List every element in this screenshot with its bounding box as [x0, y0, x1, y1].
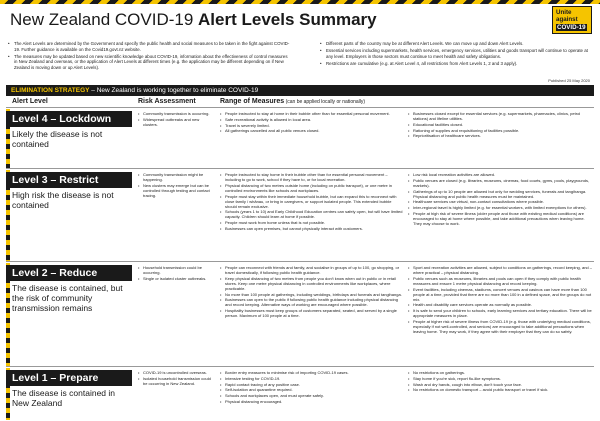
logo-line: COVID-19 — [557, 24, 586, 31]
measure-item: • Educational facilities closed. — [408, 122, 592, 127]
risk-item: • Isolated household transmission could be occurring in New Zealand. — [138, 376, 214, 386]
measure-item: • Schools (years 1 to 10) and Early Childhood Education centres can safely open, but will have limited capacity. Children should learn at home if possible. — [220, 209, 404, 219]
risk-item: • Community transmission might be happening. — [138, 172, 214, 182]
range-note: (can be applied locally or nationally) — [284, 99, 366, 105]
measure-item: • Public venues are closed (e.g. libraries, museums, cinemas, food courts, gyms, pools, playgrounds, markets). — [408, 178, 592, 188]
level-title: Level 1 – Prepare — [6, 370, 132, 386]
measures-list-b — [408, 370, 592, 393]
measure-item: • People instructed to stay home in their bubble other than for essential personal movement – including to go to work, school if they have to, or for local recreation. — [220, 172, 404, 182]
measure-item: • Health and disability care services operate as normally as possible. — [408, 302, 592, 307]
measure-item: • People at higher risk of severe illness from COVID-19 (e.g. those with underlying medical conditions, especially if not well-controlled, and seniors) are encouraged to take additional precautions when leaving home. They may work, if they agree with their employer that they can do so safely. — [408, 319, 592, 334]
intro-item: • Restrictions are cumulative (e.g. at Alert Level 4, all restrictions from Alert Levels 1, 2 and 3 apply). — [320, 61, 592, 67]
column-headers — [6, 96, 594, 108]
measure-item: • Sport and recreation activities are allowed, subject to conditions on gatherings, record keeping, and – where practical – physical distancing. — [408, 265, 592, 275]
measure-item: • Travel is severely limited. — [220, 123, 404, 128]
range-label: Range of Measures — [220, 98, 285, 105]
measure-item: • Public venues such as museums, libraries and pools can open if they comply with public health measures and ensure 1 metre physical distancing and record keeping. — [408, 276, 592, 286]
measures-list-b — [408, 265, 592, 335]
measure-item: • Hospitality businesses must keep groups of customers separated, seated, and served by a single person. Maximum of 100 people at a time. — [220, 308, 404, 318]
level-3-row — [6, 170, 594, 262]
measures-list-a — [220, 111, 404, 134]
level-title: Level 2 – Reduce — [6, 265, 132, 281]
header — [0, 0, 600, 38]
page-title-bold: Alert Levels Summary — [198, 10, 377, 29]
logo-line: Unite — [556, 9, 572, 16]
measure-item: • No restrictions on domestic transport – avoid public transport or travel if sick. — [408, 387, 592, 392]
published-date: Published 25 May 2020 — [548, 78, 590, 83]
measure-item: • Reprioritisation of healthcare services. — [408, 133, 592, 138]
measure-item: • Businesses can open to the public if following public health guidance including physical distancing and record keeping. Alternative ways of working are encouraged where possible. — [220, 297, 404, 307]
measures-list-a — [220, 370, 404, 405]
risk-item: • Community transmission is occurring. — [138, 111, 214, 116]
measure-item: • It is safe to send your children to schools, early learning services and tertiary education. There will be appropriate measures in place. — [408, 308, 592, 318]
measure-item: • People at high risk of severe illness (older people and those with existing medical conditions) are encouraged to stay at home where possible, and take additional precautions when leaving home. They may choose to work. — [408, 211, 592, 226]
elimination-strategy-band — [6, 85, 594, 96]
column-header-risk: Risk Assessment — [138, 98, 196, 105]
measure-item: • Intensive testing for COVID-19. — [220, 376, 404, 381]
measure-item: • Rationing of supplies and requisitioning of facilities possible. — [408, 128, 592, 133]
measure-item: • Wash and dry hands, cough into elbow, don't touch your face. — [408, 382, 592, 387]
unite-against-covid-logo — [552, 6, 592, 34]
risk-item: • Widespread outbreaks and new clusters. — [138, 117, 214, 127]
measure-item: • Physical distancing encouraged. — [220, 399, 404, 404]
band-label: ELIMINATION STRATEGY — [11, 87, 90, 94]
level-1-row — [6, 368, 594, 420]
measure-item: • People must stay within their immediate household bubble, but can expand this to reconnect with close family / whānau, or bring in caregivers, or support isolated people. This extended bubble should remain exclusive. — [220, 194, 404, 209]
measures-list-b — [408, 111, 592, 139]
intro-left-list — [8, 41, 290, 72]
measures-list-a — [220, 265, 404, 319]
measure-item: • Border entry measures to minimise risk of importing COVID-19 cases. — [220, 370, 404, 375]
measure-item: • No more than 100 people at gatherings, including weddings, birthdays and funerals and tangihanga. — [220, 292, 404, 297]
risk-item: • Single or isolated cluster outbreaks. — [138, 276, 214, 281]
column-header-range — [220, 96, 365, 108]
measure-item: • Businesses closed except for essential services (e.g. supermarkets, pharmacies, clinics, petrol stations) and lifeline utilities. — [408, 111, 592, 121]
measures-list-a — [220, 172, 404, 232]
risk-list — [138, 172, 214, 199]
intro-right-list — [320, 41, 592, 68]
page-title — [10, 10, 377, 30]
measures-list-b — [408, 172, 592, 227]
measure-item: • Keep physical distancing of two metres from people you don't know when out in public or in retail stores. Keep one metre physical distancing in controlled environments like workplaces, where practicable. — [220, 276, 404, 291]
logo-line: against — [556, 16, 578, 23]
risk-list — [138, 370, 214, 387]
measure-item: • Schools and workplaces open, and must operate safely. — [220, 393, 404, 398]
measure-item: • No restrictions on gatherings. — [408, 370, 592, 375]
risk-list — [138, 265, 214, 282]
column-header-alert-level: Alert Level — [12, 98, 48, 105]
level-4-row — [6, 109, 594, 169]
measure-item: • People can reconnect with friends and family, and socialise in groups of up to 100, go shopping, or travel domestically, if following public health guidance. — [220, 265, 404, 275]
intro-item: • The measures may be updated based on new scientific knowledge about COVID-19, information about the effectiveness of control measures in New Zealand and overseas, or the application of Alert Levels at different times (e.g. the application may be different depending on if New Zealand is moving down or up Alert Levels). — [8, 54, 290, 71]
measure-item: • Physical distancing of two metres outside home (including on public transport), or one metre in controlled environments like schools and workplaces. — [220, 183, 404, 193]
measure-item: • Event facilities, including cinemas, stadiums, concert venues and casinos can have more than 100 people at a time, provided that there are no more than 100 in a defined space, and the groups do not mix. — [408, 287, 592, 302]
intro-item: • Essential services including supermarkets, health services, emergency services, utilities and goods transport will continue to operate at any level. Employers in those sectors must continue to meet health and safety obligations. — [320, 48, 592, 59]
risk-item: • COVID-19 is uncontrolled overseas. — [138, 370, 214, 375]
measure-item: • Safe recreational activity is allowed in local area. — [220, 117, 404, 122]
measure-item: • All gatherings cancelled and all public venues closed. — [220, 128, 404, 133]
level-2-row — [6, 263, 594, 367]
header-stripe — [0, 0, 600, 4]
band-rest: – New Zealand is working together to eliminate COVID-19 — [89, 87, 259, 94]
intro-item: • Different parts of the country may be at different Alert Levels. We can move up and down Alert Levels. — [320, 41, 592, 47]
level-title: Level 3 – Restrict — [6, 172, 132, 188]
risk-item: • New clusters may emerge but can be controlled through testing and contact tracing. — [138, 183, 214, 198]
level-description: High risk the disease is not contained — [12, 190, 114, 210]
measure-item: • Inter-regional travel is highly limited (e.g. for essential workers, with limited exemptions for others). — [408, 205, 592, 210]
measure-item: • Healthcare services use virtual, non-contact consultations where possible. — [408, 199, 592, 204]
risk-item: • Household transmission could be occurring. — [138, 265, 214, 275]
risk-list — [138, 111, 214, 128]
measure-item: • Stay home if you're sick, report flu-like symptoms. — [408, 376, 592, 381]
measure-item: • People must work from home unless that is not possible. — [220, 220, 404, 225]
measure-item: • Rapid contact tracing of any positive case. — [220, 382, 404, 387]
measure-item: • Businesses can open premises, but cannot physically interact with customers. — [220, 226, 404, 231]
intro-item: • The Alert Levels are determined by the Government and specify the public health and social measures to be taken in the fight against COVID-19. Further guidance is available on the Covid19.govt.nz website. — [8, 41, 290, 52]
page-title-plain: New Zealand COVID-19 — [10, 10, 199, 29]
level-description: The disease is contained, but the risk of community transmission remains — [12, 283, 123, 313]
measure-item: • Gatherings of up to 10 people are allowed but only for wedding services, funerals and tangihanga. Physical distancing and public health measures must be maintained. — [408, 189, 592, 199]
measure-item: • Low risk local recreation activities are allowed. — [408, 172, 592, 177]
level-description: Likely the disease is not contained — [12, 129, 103, 149]
level-description: The disease is contained in New Zealand — [12, 388, 116, 408]
measure-item: • People instructed to stay at home in their bubble other than for essential personal movement. — [220, 111, 404, 116]
level-title: Level 4 – Lockdown — [6, 111, 132, 127]
intro — [8, 41, 592, 81]
measure-item: • Self-isolation and quarantine required. — [220, 387, 404, 392]
